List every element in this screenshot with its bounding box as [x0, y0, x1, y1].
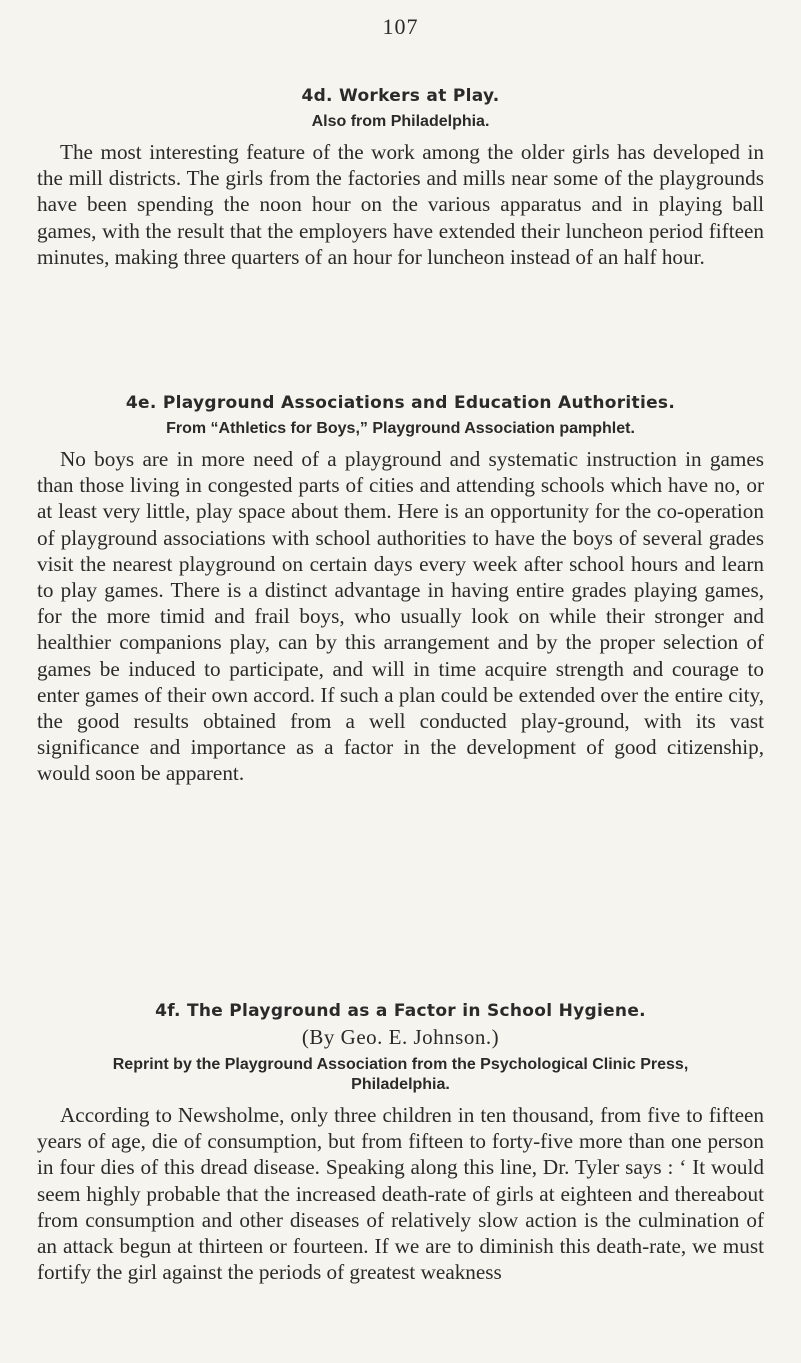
- section-heading: 4f. The Playground as a Factor in School Hygiene.: [155, 1001, 646, 1021]
- page-number: 107: [382, 14, 419, 39]
- section-school-hygiene: [37, 1001, 764, 1285]
- section-body: According to Newsholme, only three children in ten thousand, from five to fifteen years of age, die of consumption, but from fifteen to forty-five more than one person in four dies of this dread disease. Speaking along this line, Dr. Tyler says : ‘ It would seem highly probable that the increased death-rate of girls at eighteen and thereabout from consumption and other diseases of relatively slow action is the culmination of an attack begun at thirteen or fourteen. If we are to diminish this death-rate, we must fortify the girl against the periods of greatest weakness: [37, 1103, 764, 1285]
- section-playground-associations: [37, 393, 764, 787]
- section-body: The most interesting feature of the work among the older girls has developed in the mill districts. The girls from the factories and mills near some of the playgrounds have been spending the noon hour on the various apparatus and in playing ball games, with the result that the employers have extended their luncheon period fifteen minutes, making three quarters of an hour for luncheon instead of an half hour.: [37, 140, 764, 269]
- section-workers-at-play: [37, 86, 764, 270]
- section-source: From “Athletics for Boys,” Playground Association pamphlet.: [166, 420, 635, 437]
- section-source: Also from Philadelphia.: [311, 113, 490, 130]
- section-heading: 4e. Playground Associations and Education Authorities.: [125, 393, 676, 413]
- section-source: Reprint by the Playground Association from the Psychological Clinic Press, Philadelphia.: [112, 1056, 689, 1093]
- section-byline: (By Geo. E. Johnson.): [301, 1025, 500, 1049]
- section-heading: 4d. Workers at Play.: [301, 86, 500, 106]
- section-body: No boys are in more need of a playground and systematic instruction in games than those living in congested parts of cities and attending schools which have no, or at least very little, play space about them. Here is an opportunity for the co-operation of playground associations with school authorities to have the boys of several grades visit the nearest playground on certain days every week after school hours and learn to play games. There is a distinct advantage in having entire grades playing games, for the more timid and frail boys, who usually look on while their stronger and healthier companions play, can by this arrangement and by the proper selection of games be induced to participate, and will in time acquire strength and courage to enter games of their own accord. If such a plan could be extended over the entire city, the good results obtained from a well conducted play-ground, with its vast significance and importance as a factor in the development of good citizenship, would soon be apparent.: [37, 447, 764, 786]
